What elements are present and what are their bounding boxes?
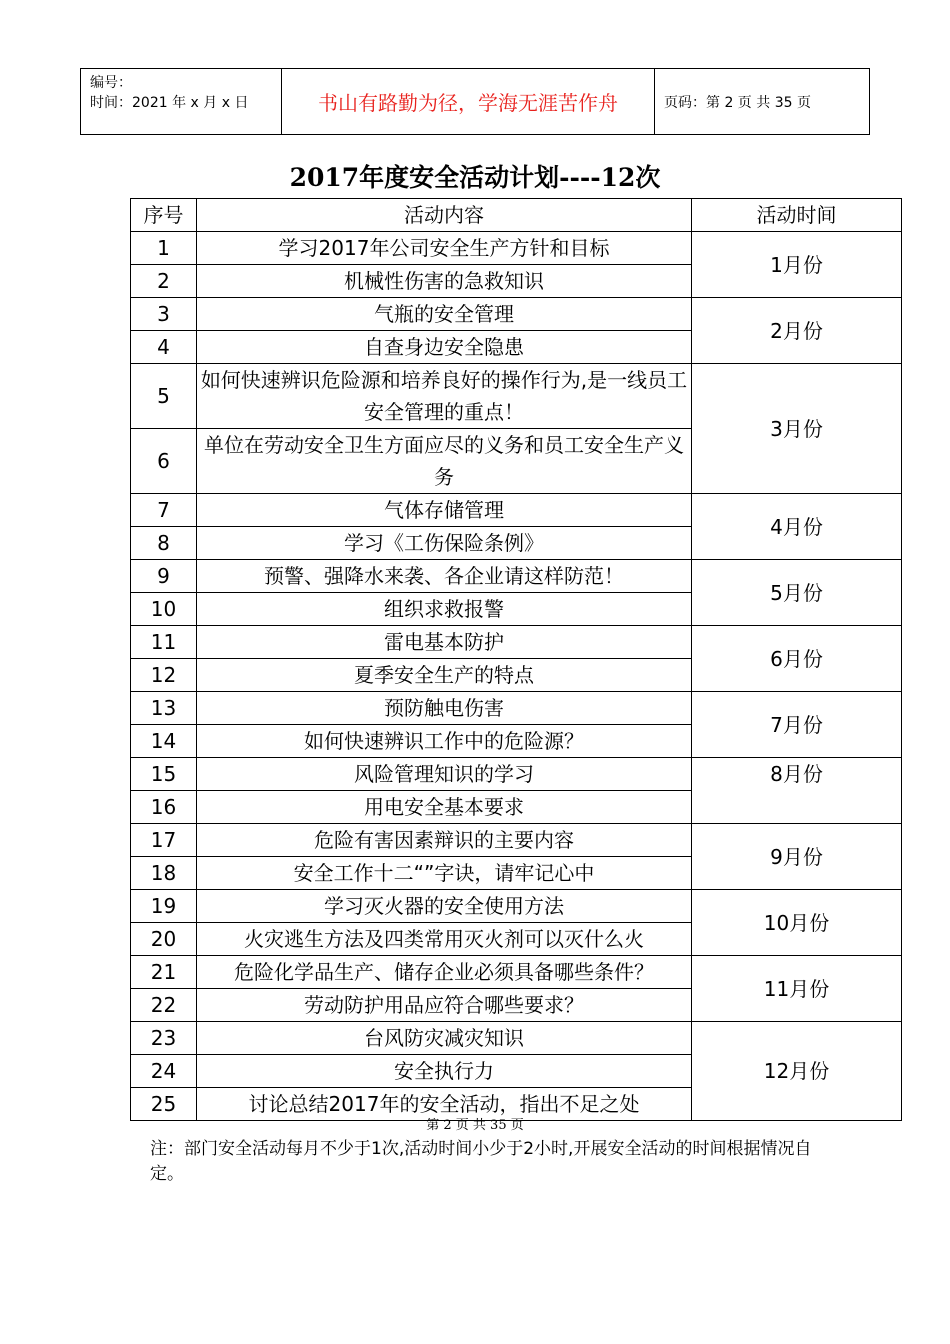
month-cell: 4月份	[692, 494, 902, 560]
row-number: 15	[131, 758, 197, 791]
table-row	[131, 232, 902, 265]
row-content: 机械性伤害的急救知识	[197, 265, 692, 298]
month-cell: 8月份	[692, 758, 902, 824]
row-number: 23	[131, 1022, 197, 1055]
header-no: 序号	[131, 199, 197, 232]
row-content: 风险管理知识的学习	[197, 758, 692, 791]
month-cell: 11月份	[692, 956, 902, 1022]
month-cell: 5月份	[692, 560, 902, 626]
row-number: 22	[131, 989, 197, 1022]
row-number: 24	[131, 1055, 197, 1088]
month-cell: 1月份	[692, 232, 902, 298]
month-cell: 10月份	[692, 890, 902, 956]
row-content: 夏季安全生产的特点	[197, 659, 692, 692]
page-title: 2017年度安全活动计划----12次	[289, 163, 661, 192]
row-content: 气瓶的安全管理	[197, 298, 692, 331]
row-content: 用电安全基本要求	[197, 791, 692, 824]
table-row	[131, 824, 902, 857]
row-number: 20	[131, 923, 197, 956]
row-number: 17	[131, 824, 197, 857]
row-number: 2	[131, 265, 197, 298]
row-content: 安全工作十二“”字诀，请牢记心中	[197, 857, 692, 890]
row-number: 3	[131, 298, 197, 331]
row-number: 6	[131, 429, 197, 494]
table-row	[131, 956, 902, 989]
row-content: 危险有害因素辩识的主要内容	[197, 824, 692, 857]
footer-page-number: 第 2 页 共 35 页	[426, 1118, 524, 1133]
table-row	[131, 758, 902, 791]
table-row	[131, 1022, 902, 1055]
month-cell: 6月份	[692, 626, 902, 692]
row-content: 单位在劳动安全卫生方面应尽的义务和员工安全生产义务	[197, 429, 692, 494]
row-number: 18	[131, 857, 197, 890]
table-row	[131, 560, 902, 593]
row-number: 11	[131, 626, 197, 659]
row-number: 13	[131, 692, 197, 725]
activity-plan-table	[130, 198, 902, 1121]
month-cell: 7月份	[692, 692, 902, 758]
footnote: 注：部门安全活动每月不少于1次,活动时间小少于2小时,开展安全活动的时间根据情况自定。	[150, 1139, 812, 1184]
month-cell: 3月份	[692, 364, 902, 494]
row-number: 5	[131, 364, 197, 429]
header-content: 活动内容	[197, 199, 692, 232]
row-number: 12	[131, 659, 197, 692]
row-number: 16	[131, 791, 197, 824]
table-row	[131, 298, 902, 331]
row-content: 讨论总结2017年的安全活动，指出不足之处	[197, 1088, 692, 1121]
row-number: 25	[131, 1088, 197, 1121]
row-content: 如何快速辨识危险源和培养良好的操作行为,是一线员工安全管理的重点！	[197, 364, 692, 429]
row-number: 1	[131, 232, 197, 265]
month-cell: 2月份	[692, 298, 902, 364]
row-content: 组织求救报警	[197, 593, 692, 626]
table-header-row	[131, 199, 902, 232]
row-number: 10	[131, 593, 197, 626]
table-row	[131, 626, 902, 659]
header-motto: 书山有路勤为径，学海无涯苦作舟	[282, 69, 655, 134]
header-time: 活动时间	[692, 199, 902, 232]
header-page-info: 页码：第 2 页 共 35 页	[664, 94, 811, 111]
table-row	[131, 364, 902, 429]
row-content: 预防触电伤害	[197, 692, 692, 725]
month-cell: 12月份	[692, 1022, 902, 1121]
row-content: 安全执行力	[197, 1055, 692, 1088]
row-number: 14	[131, 725, 197, 758]
row-content: 如何快速辨识工作中的危险源？	[197, 725, 692, 758]
header-meta	[81, 69, 282, 134]
row-content: 台风防灾减灾知识	[197, 1022, 692, 1055]
time-label: 时间：2021 年 x 月 x 日	[90, 95, 249, 111]
row-number: 9	[131, 560, 197, 593]
row-content: 火灾逃生方法及四类常用灭火剂可以灭什么火	[197, 923, 692, 956]
row-content: 雷电基本防护	[197, 626, 692, 659]
row-content: 自查身边安全隐患	[197, 331, 692, 364]
table-row	[131, 692, 902, 725]
table-row	[131, 890, 902, 923]
row-number: 8	[131, 527, 197, 560]
month-cell: 9月份	[692, 824, 902, 890]
row-content: 学习灭火器的安全使用方法	[197, 890, 692, 923]
row-content: 危险化学品生产、储存企业必须具备哪些条件？	[197, 956, 692, 989]
row-content: 学习2017年公司安全生产方针和目标	[197, 232, 692, 265]
row-content: 学习《工伤保险条例》	[197, 527, 692, 560]
row-content: 劳动防护用品应符合哪些要求？	[197, 989, 692, 1022]
document-header	[80, 68, 870, 135]
row-number: 7	[131, 494, 197, 527]
table-row	[131, 494, 902, 527]
code-label: 编号：	[90, 75, 132, 91]
row-content: 预警、强降水来袭、各企业请这样防范！	[197, 560, 692, 593]
row-number: 4	[131, 331, 197, 364]
row-content: 气体存储管理	[197, 494, 692, 527]
row-number: 19	[131, 890, 197, 923]
row-number: 21	[131, 956, 197, 989]
